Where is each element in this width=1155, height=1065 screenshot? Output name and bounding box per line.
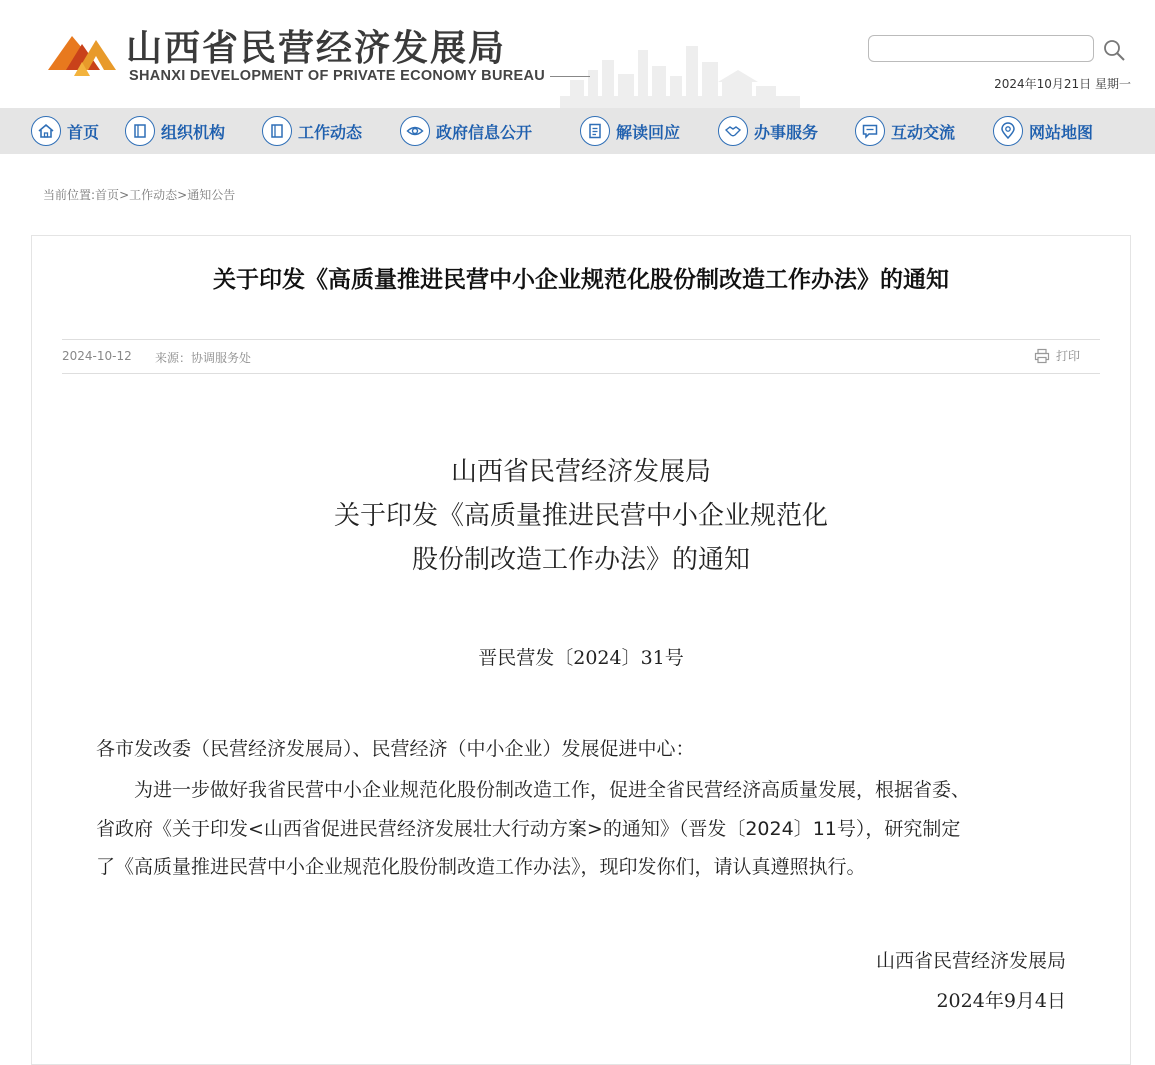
article-meta <box>62 339 1100 374</box>
search-input[interactable] <box>868 35 1094 62</box>
skyline-decoration <box>560 40 800 108</box>
nav-label: 办事服务 <box>754 122 819 142</box>
article-panel <box>31 235 1131 1065</box>
nav-item-gov-info[interactable] <box>400 115 532 147</box>
article-source: 来源：协调服务处 <box>155 351 252 365</box>
body-paragraph-line: 为进一步做好我省民营中小企业规范化股份制改造工作，促进全省民营经济高质量发展，根据省委、 <box>96 779 971 801</box>
handshake-icon <box>718 116 748 146</box>
article-title: 关于印发《高质量推进民营中小企业规范化股份制改造工作办法》的通知 <box>213 267 949 293</box>
nav-item-sitemap[interactable] <box>993 115 1093 147</box>
breadcrumb-separator: > <box>177 188 188 202</box>
nav-item-work-news[interactable] <box>262 115 362 147</box>
main-nav <box>0 108 1155 154</box>
document-number: 晋民营发〔2024〕31号 <box>478 647 684 669</box>
site-subtitle: SHANXI DEVELOPMENT OF PRIVATE ECONOMY BUREAU <box>129 68 546 84</box>
nav-label: 解读回应 <box>616 122 681 142</box>
nav-item-interpretation[interactable] <box>580 115 680 147</box>
chat-icon <box>855 116 885 146</box>
nav-item-organization[interactable] <box>125 115 225 147</box>
doc-heading-line: 山西省民营经济发展局 <box>450 457 711 487</box>
subtitle-rule <box>550 76 590 77</box>
nav-item-home[interactable] <box>31 115 99 147</box>
search-icon[interactable] <box>1102 38 1126 62</box>
breadcrumb-separator: > <box>119 188 130 202</box>
nav-label: 首页 <box>67 122 100 142</box>
nav-item-interaction[interactable] <box>855 115 955 147</box>
breadcrumb-prefix: 当前位置: <box>43 188 96 202</box>
site-header <box>0 0 1155 108</box>
body-paragraph-line: 了《高质量推进民营中小企业规范化股份制改造工作办法》，现印发你们，请认真遵照执行。 <box>96 856 866 878</box>
nav-label: 政府信息公开 <box>436 122 533 142</box>
breadcrumb-link-work-news[interactable]: 工作动态 <box>129 188 178 202</box>
nav-item-services[interactable] <box>718 115 818 147</box>
eye-icon <box>400 116 430 146</box>
site-title: 山西省民营经济发展局 <box>126 28 507 69</box>
signature: 山西省民营经济发展局 <box>875 950 1066 972</box>
salutation: 各市发改委（民营经济发展局）、民营经济（中小企业）发展促进中心： <box>96 738 695 760</box>
current-date: 2024年10月21日 星期一 <box>994 77 1131 91</box>
breadcrumb <box>43 186 235 203</box>
nav-label: 组织机构 <box>161 122 226 142</box>
doc-heading-line: 股份制改造工作办法》的通知 <box>411 545 750 575</box>
body-paragraph-line: 省政府《关于印发<山西省促进民营经济发展壮大行动方案>的通知》（晋发〔2024〕11号），研究制定 <box>96 818 961 840</box>
book-icon <box>262 116 292 146</box>
map-pin-icon <box>993 116 1023 146</box>
breadcrumb-link-home[interactable]: 首页 <box>95 188 120 202</box>
breadcrumb-link-notices[interactable]: 通知公告 <box>187 188 236 202</box>
document-icon <box>580 116 610 146</box>
sign-date: 2024年9月4日 <box>936 990 1066 1012</box>
printer-icon <box>1034 348 1050 364</box>
home-icon <box>31 116 61 146</box>
nav-label: 互动交流 <box>891 122 956 142</box>
bureau-logo <box>48 26 116 80</box>
print-label: 打印 <box>1055 349 1080 363</box>
nav-label: 工作动态 <box>298 122 363 142</box>
print-button[interactable] <box>1034 347 1080 364</box>
publish-date: 2024-10-12 <box>62 349 132 363</box>
nav-label: 网站地图 <box>1029 122 1094 142</box>
doc-heading-line: 关于印发《高质量推进民营中小企业规范化 <box>333 501 828 531</box>
book-icon <box>125 116 155 146</box>
